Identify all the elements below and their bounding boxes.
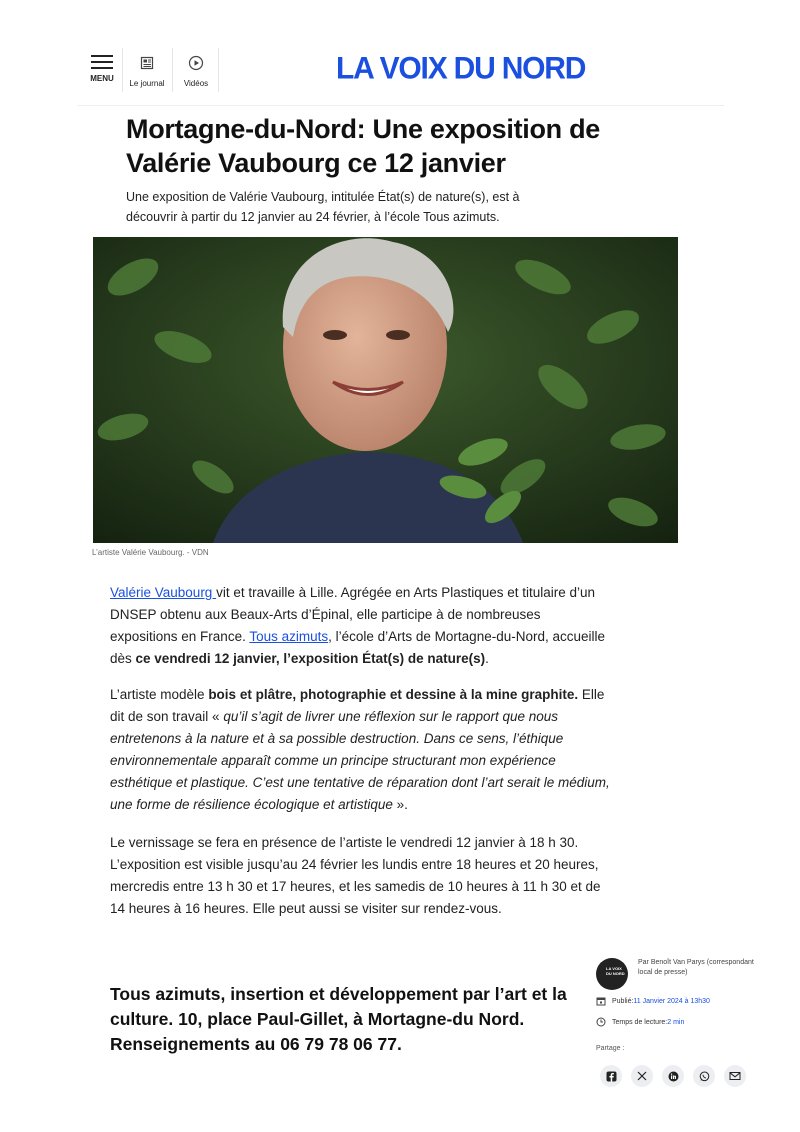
article-closing-note: Tous azimuts, insertion et développement par l’art et la culture. 10, place Paul-Gillet, à Mortagne-du Nord. Renseignements au 06 79 78 06 77.	[110, 984, 567, 1054]
header-divider	[172, 48, 173, 92]
reading-time	[596, 1017, 684, 1027]
published-label: Publié:	[612, 997, 634, 1005]
tous-azimuts-link[interactable]: Tous azimuts	[249, 629, 329, 644]
journal-label: Le journal	[129, 79, 165, 88]
whatsapp-icon	[699, 1071, 710, 1082]
videos-label: Vidéos	[183, 79, 209, 88]
site-header	[78, 42, 724, 106]
paragraph-text: vit et travaille à Lille. Agrégée en Arts Plastiques et titulaire d’un DNSEP obtenu aux Beaux-Arts d’Épinal, elle participe à de nombreuses expositions en France.	[110, 585, 596, 644]
play-icon	[188, 55, 204, 71]
site-logo[interactable]: LA VOIX DU NORD	[336, 51, 586, 86]
article-paragraph: Le vernissage se fera en présence de l’artiste le vendredi 12 janvier à 18 h 30. L’exposition est visible jusqu’au 24 février les lundis entre 18 heures et 20 heures, mercredis entre 13 h 30 et 17 heures, et les samedis de 10 heures à 11 h 30 et de 14 heures à 16 heures. Elle peut aussi se visiter sur rendez-vous.	[110, 835, 601, 916]
article-title: Mortagne-du-Nord: Une exposition de Valérie Vaubourg ce 12 janvier	[126, 114, 600, 178]
paragraph-text: L’artiste modèle	[110, 687, 209, 702]
author-avatar: LA VOIX DU NORD	[596, 958, 628, 990]
facebook-icon	[606, 1071, 617, 1082]
share-whatsapp-button[interactable]	[693, 1065, 715, 1087]
newspaper-icon	[139, 55, 155, 71]
calendar-icon	[596, 996, 606, 1006]
hamburger-icon	[91, 54, 113, 70]
article-photo	[93, 237, 678, 543]
author-byline[interactable]: Par Benoît Van Parys (correspondant local de presse)	[638, 959, 754, 976]
artist-link[interactable]: Valérie Vaubourg	[110, 585, 217, 600]
photo-caption: L’artiste Valérie Vaubourg. - VDN	[92, 548, 209, 557]
paragraph-text: ».	[392, 797, 408, 812]
article-lead: Une exposition de Valérie Vaubourg, intitulée État(s) de nature(s), est à découvrir à partir du 12 janvier au 24 février, à l’école Tous azimuts.	[126, 190, 520, 224]
journal-button[interactable]	[126, 52, 168, 88]
menu-label: MENU	[90, 74, 114, 83]
paragraph-text: .	[485, 651, 489, 666]
published-date	[596, 996, 710, 1006]
header-divider	[218, 48, 219, 92]
artist-quote: qu’il s’agit de livrer une réflexion sur le rapport que nous entretenons à la nature et à sa possible destruction. Dans ce sens, l’éthique environnementale apparaît comme un principe structurant mon expérience esthétique et plastique. C’est une tentative de réparation dont l’art serait le médium, une forme de résilience écologique et artistique	[110, 709, 610, 812]
artist-portrait-image	[93, 237, 678, 543]
header-divider	[122, 48, 123, 92]
share-facebook-button[interactable]	[600, 1065, 622, 1087]
share-label: Partage :	[596, 1045, 625, 1052]
share-linkedin-button[interactable]	[662, 1065, 684, 1087]
article-paragraph	[110, 684, 610, 816]
envelope-icon	[729, 1071, 741, 1081]
paragraph-text: Elle dit de son travail «	[110, 687, 605, 724]
published-value: 11 Janvier 2024 à 13h30	[633, 997, 710, 1005]
share-x-button[interactable]	[631, 1065, 653, 1087]
paragraph-bold-text: ce vendredi 12 janvier, l’exposition État(s) de nature(s)	[135, 651, 486, 666]
share-email-button[interactable]	[724, 1065, 746, 1087]
reading-value: 2 min	[667, 1018, 685, 1026]
videos-button[interactable]	[178, 52, 214, 88]
paragraph-text: , l’école d’Arts de Mortagne-du-Nord, accueille dès	[110, 629, 606, 666]
article-paragraph	[110, 582, 610, 670]
share-buttons	[600, 1065, 746, 1087]
clock-icon	[596, 1017, 606, 1027]
reading-label: Temps de lecture:	[612, 1018, 668, 1026]
article-sidebar	[592, 950, 772, 1100]
paragraph-bold-text: bois et plâtre, photographie et dessine à la mine graphite.	[208, 687, 579, 702]
x-icon	[637, 1071, 647, 1081]
linkedin-icon	[668, 1071, 679, 1082]
menu-button[interactable]	[86, 52, 118, 83]
